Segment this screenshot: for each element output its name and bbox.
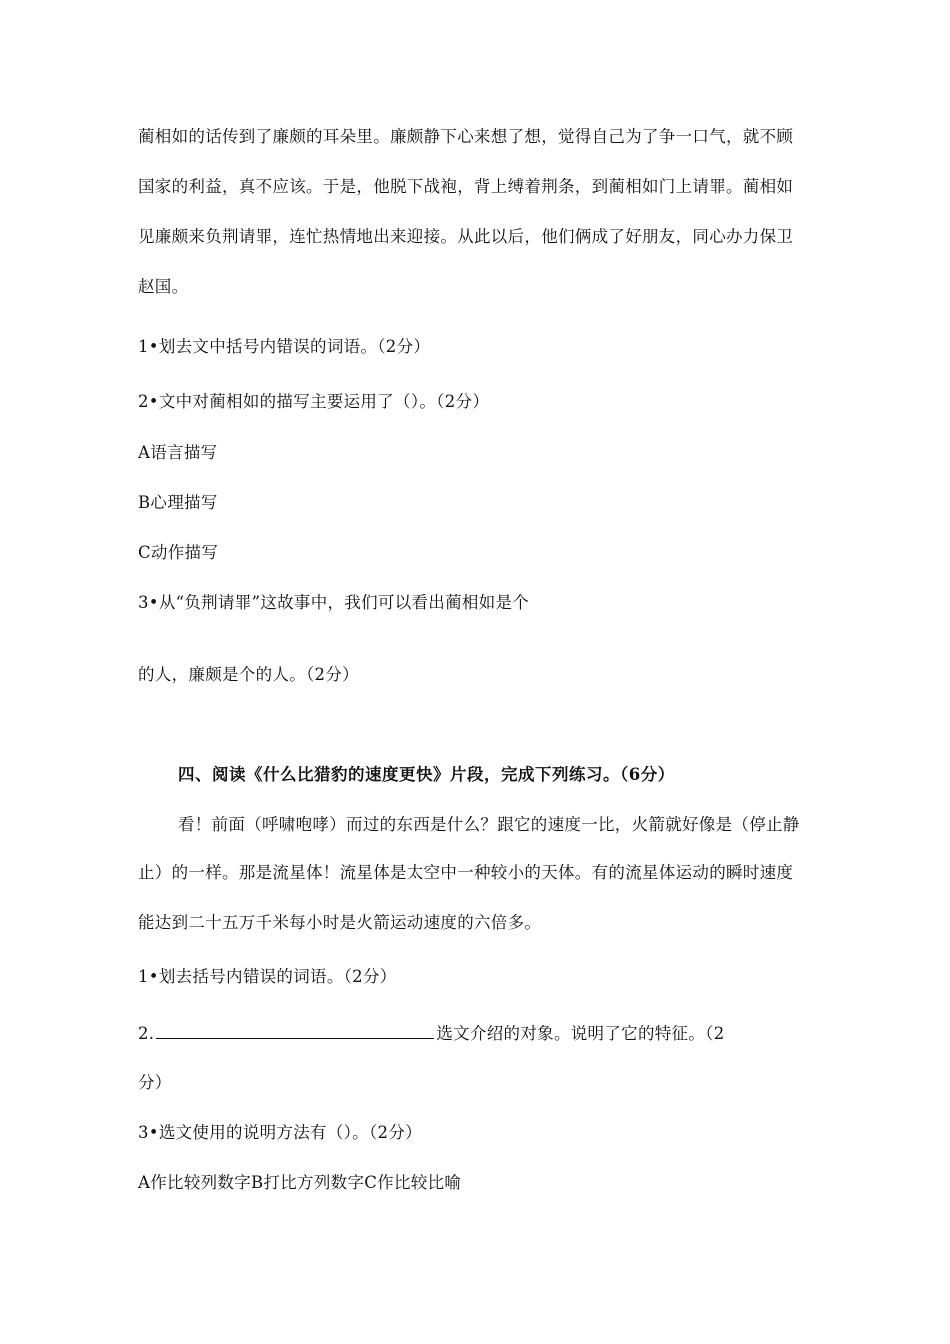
question1-2-option-b: B心理描写 (138, 493, 218, 512)
section4-question-3-options: A作比较列数字B打比方列数字C作比较比喻 (138, 1173, 462, 1192)
section4-passage-line-3: 能达到二十五万千米每小时是火箭运动速度的六倍多。 (138, 913, 542, 932)
passage1-line-3: 见廉颇来负荆请罪，连忙热情地出来迎接。从此以后，他们俩成了好朋友，同心办力保卫 (138, 227, 794, 246)
passage1-line-1: 蔺相如的话传到了廉颇的耳朵里。廉颇静下心来想了想，觉得自己为了争一口气，就不顾 (138, 127, 794, 146)
question1-1: 1•划去文中括号内错误的词语。（2分） (138, 337, 431, 356)
section4-question-2-suffix: 选文介绍的对象。说明了它的特征。（2 (436, 1024, 725, 1043)
section4-question-2-prefix: 2. (138, 1024, 155, 1043)
section4-heading: 四、阅读《什么比猎豹的速度更快》片段，完成下列练习。（6分） (178, 765, 675, 784)
passage1-line-2: 国家的利益，真不应该。于是，他脱下战袍，背上缚着荆条，到蔺相如门上请罪。蔺相如 (138, 177, 794, 196)
section4-passage-line-1: 看！前面（呼啸咆哮）而过的东西是什么？跟它的速度一比，火箭就好像是（停止静 (178, 815, 800, 834)
answer-blank[interactable] (156, 1022, 434, 1039)
question1-2-option-c: C动作描写 (138, 543, 219, 562)
section4-question-3: 3•选文使用的说明方法有（）。（2分） (138, 1123, 422, 1142)
section4-question-2 (138, 1022, 725, 1045)
question1-2: 2•文中对蔺相如的描写主要运用了（）。（2分） (138, 392, 490, 411)
passage1-line-4: 赵国。 (138, 277, 189, 296)
question1-2-option-a: A语言描写 (138, 443, 218, 462)
section4-passage-line-2: 止）的一样。那是流星体！流星体是太空中一种较小的天体。有的流星体运动的瞬时速度 (138, 863, 794, 882)
question1-3-line-2: 的人，廉颇是个的人。（2分） (138, 665, 359, 684)
question1-3-line-1: 3•从“负荆请罪”这故事中，我们可以看出蔺相如是个 (138, 593, 530, 612)
section4-question-1: 1•划去括号内错误的词语。（2分） (138, 967, 397, 986)
section4-question-2-wrap: 分） (138, 1073, 172, 1092)
